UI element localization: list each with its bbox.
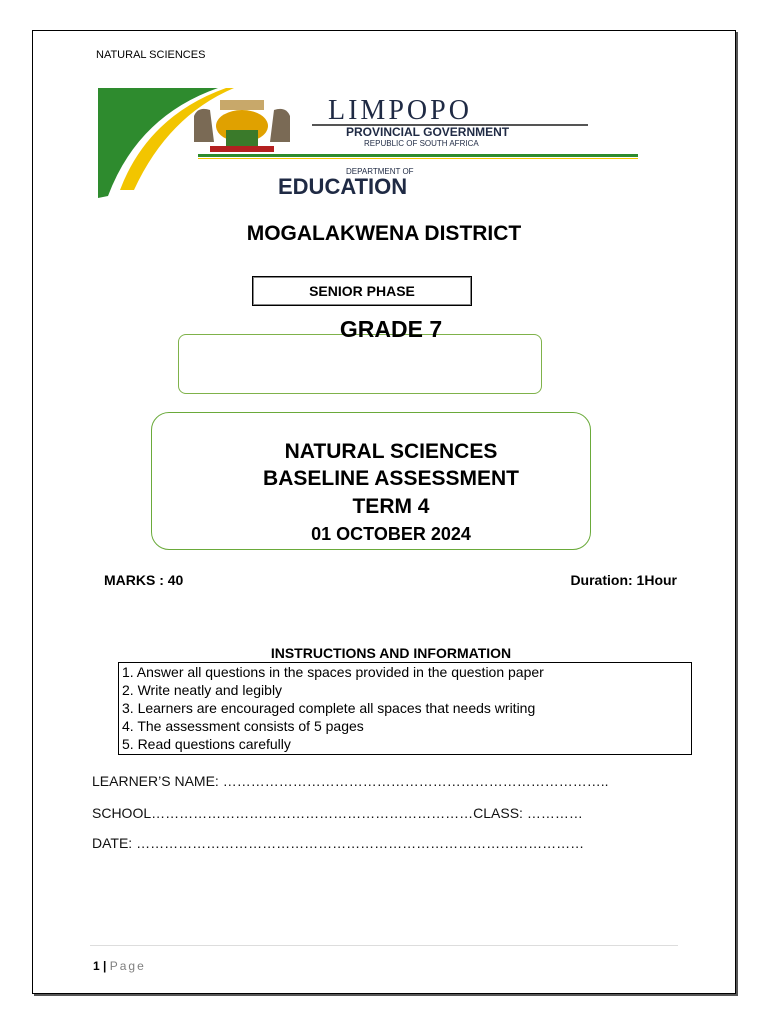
instruction-item: 5. Read questions carefully <box>122 736 291 752</box>
logo-graphic <box>98 86 638 200</box>
district-title: MOGALAKWENA DISTRICT <box>246 222 522 245</box>
school-class-field[interactable]: SCHOOL……………………………………………………………CLASS: ………… <box>92 805 583 821</box>
phase-label: SENIOR PHASE <box>309 283 415 299</box>
instruction-item: 4. The assessment consists of 5 pages <box>122 718 364 734</box>
marks-label: MARKS : 40 <box>104 572 184 588</box>
grade-label: GRADE 7 <box>339 316 443 342</box>
title-date: 01 OCTOBER 2024 <box>311 524 471 544</box>
coat-of-arms-icon <box>194 100 290 152</box>
logo-department-of: DEPARTMENT OF <box>346 167 414 176</box>
logo-government: PROVINCIAL GOVERNMENT <box>346 125 510 139</box>
date-field[interactable]: DATE: …………………………………………………………………………………… <box>92 835 585 851</box>
title-term: TERM 4 <box>352 495 430 518</box>
phase-box <box>252 276 472 306</box>
instructions-title: INSTRUCTIONS AND INFORMATION <box>270 645 512 661</box>
logo-province: LIMPOPO <box>328 95 472 126</box>
instruction-item: 1. Answer all questions in the spaces provided in the question paper <box>122 664 544 680</box>
instruction-item: 2. Write neatly and legibly <box>122 682 283 698</box>
instructions-list <box>118 662 692 755</box>
learner-name-field[interactable]: LEARNER’S NAME: ……………………………………………………………………….. <box>92 773 609 789</box>
footer-divider <box>90 945 678 946</box>
page-label: Page <box>109 959 146 973</box>
grade-box <box>178 334 542 394</box>
page-footer <box>93 959 146 973</box>
page-separator: | <box>103 959 107 973</box>
duration-label: Duration: 1Hour <box>570 572 677 588</box>
instruction-item: 3. Learners are encouraged complete all spaces that needs writing <box>122 700 536 716</box>
logo-republic: REPUBLIC OF SOUTH AFRICA <box>364 139 479 148</box>
limpopo-education-logo <box>98 86 638 200</box>
page-number: 1 <box>93 959 100 973</box>
logo-department: EDUCATION <box>278 174 408 199</box>
title-assessment: BASELINE ASSESSMENT <box>263 467 519 490</box>
header-subject: NATURAL SCIENCES <box>96 49 206 61</box>
title-subject: NATURAL SCIENCES <box>284 440 498 463</box>
